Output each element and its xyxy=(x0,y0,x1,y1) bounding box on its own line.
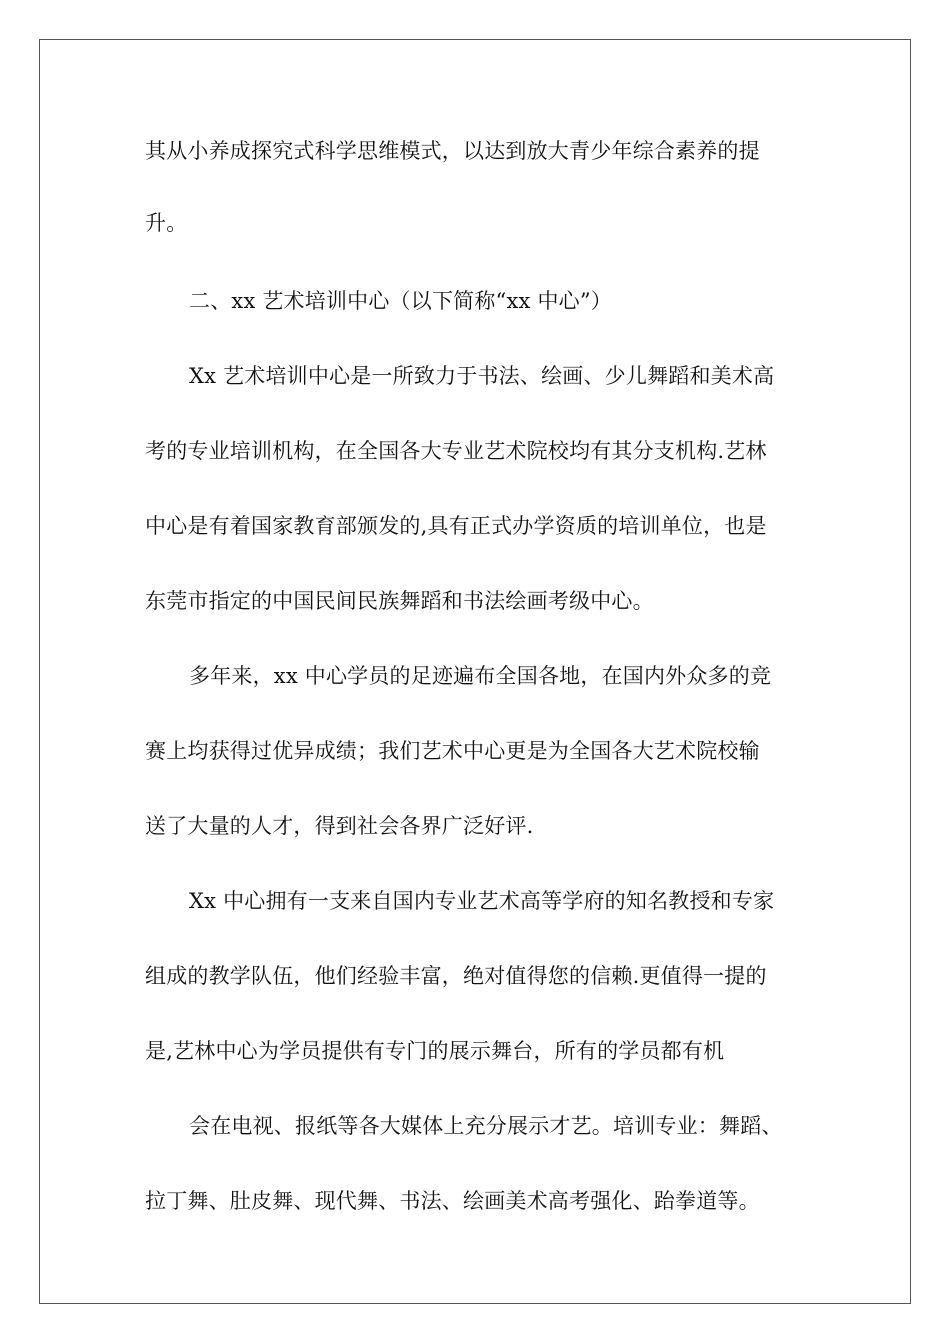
text-line: 送了大量的人才，得到社会各界广泛好评. xyxy=(145,814,534,838)
text-line: 其从小养成探究式科学思维模式，以达到放大青少年综合素养的提 xyxy=(145,139,760,163)
paragraph-first-line: Xx 中心拥有一支来自国内专业艺术高等学府的知名教授和专家 xyxy=(189,889,775,913)
text-line: 拉丁舞、肚皮舞、现代舞、书法、绘画美术高考强化、跆拳道等。 xyxy=(145,1189,760,1213)
text-line: 升。 xyxy=(145,211,188,235)
paragraph-first-line: 多年来，xx 中心学员的足迹遍布全国各地，在国内外众多的竞 xyxy=(189,664,772,688)
paragraph-first-line: Xx 艺术培训中心是一所致力于书法、绘画、少儿舞蹈和美术高 xyxy=(189,364,775,388)
text-line: 是,艺林中心为学员提供有专门的展示舞台，所有的学员都有机 xyxy=(145,1039,725,1063)
text-line: 东莞市指定的中国民间民族舞蹈和书法绘画考级中心。 xyxy=(145,589,654,613)
section-heading: 二、xx 艺术培训中心（以下简称“xx 中心”） xyxy=(189,289,612,313)
paragraph-first-line: 会在电视、报纸等各大媒体上充分展示才艺。培训专业：舞蹈、 xyxy=(189,1114,783,1138)
text-line: 考的专业培训机构，在全国各大专业艺术院校均有其分支机构.艺林 xyxy=(145,439,767,463)
text-line: 赛上均获得过优异成绩；我们艺术中心更是为全国各大艺术院校输 xyxy=(145,739,760,763)
text-line: 组成的教学队伍，他们经验丰富，绝对值得您的信赖.更值得一提的 xyxy=(145,964,767,988)
text-line: 中心是有着国家教育部颁发的,具有正式办学资质的培训单位，也是 xyxy=(145,514,767,538)
